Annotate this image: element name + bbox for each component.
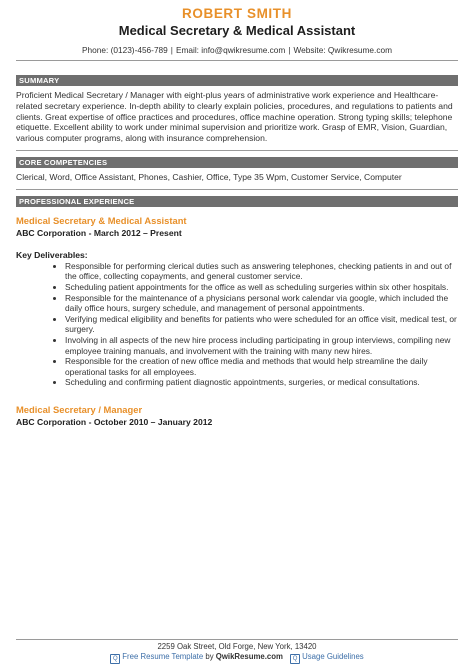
footer-divider (16, 639, 458, 640)
contact-separator: | (288, 45, 291, 55)
section-divider (16, 150, 458, 151)
list-item: • Scheduling patient appointments for the office as well as scheduling surgeries within six other hospitals. (65, 282, 458, 293)
footer-address: 2259 Oak Street, Old Forge, New York, 13420 (157, 642, 317, 651)
deliverables-list (16, 261, 458, 388)
job-company-dates: ABC Corporation - March 2012 – Present (16, 227, 182, 238)
usage-guidelines-link[interactable]: Usage Guidelines (302, 652, 364, 661)
free-template-link[interactable]: Free Resume Template (122, 652, 204, 661)
list-item: • Responsible for the maintenance of a physicians personal work calendar via google, which included the daily office hours, surgery schedule, and management of personal appointments. (65, 293, 458, 314)
contact-email: Email: info@qwikresume.com (175, 45, 286, 55)
section-heading-summary: SUMMARY (16, 75, 458, 86)
key-deliverables-label: Key Deliverables: (16, 249, 88, 260)
resume-header (0, 0, 474, 61)
competencies-text: Clerical, Word, Office Assistant, Phones, Cashier, Office, Type 35 Wpm, Customer Service, Computer (16, 171, 402, 182)
contact-phone: Phone: (0123)-456-789 (81, 45, 168, 55)
list-item: • Responsible for the creation of new office media and methods that would help streamline the daily operational tasks for all employees. (65, 356, 458, 377)
job-title: Medical Secretary & Medical Assistant (16, 214, 187, 226)
section-heading-experience: PROFESSIONAL EXPERIENCE (16, 196, 458, 207)
contact-separator: | (170, 45, 173, 55)
guidelines-icon: Q (290, 654, 300, 664)
list-item: • Scheduling and confirming patient diagnostic appointments, surgeries, or medical consultations. (65, 377, 458, 388)
footer-credits (0, 652, 474, 664)
section-divider (16, 189, 458, 190)
header-divider (16, 60, 458, 61)
candidate-name: ROBERT SMITH (182, 6, 292, 21)
candidate-title: Medical Secretary & Medical Assistant (118, 23, 356, 38)
summary-text: Proficient Medical Secretary / Manager with eight-plus years of administrative work experience and Healthcare-related secretary experience. In-depth ability to clearly explain policies, procedures, and regulations to patients and clients. Great expertise of office practices and procedures, office machine operation. Strong typing skills; telephone etiquette. Excellent ability to work under minimal supervision and prioritize work. Grasp of EMR, Vision, Guardian, various computer programs, along with insurance comprehension. (16, 90, 453, 144)
job-company-dates: ABC Corporation - October 2010 – January 2012 (16, 416, 213, 427)
section-heading-competencies: CORE COMPETENCIES (16, 157, 458, 168)
contact-website: Website: Qwikresume.com (293, 45, 393, 55)
list-item: • Involving in all aspects of the new hire process including participating in group interviews, compiling new employee training manuals, and involvement with the training with many new hires. (65, 335, 458, 356)
qwikresume-logo-icon: Q (110, 654, 120, 664)
job-title: Medical Secretary / Manager (16, 403, 143, 415)
footer-by: by (205, 652, 214, 661)
footer-brand: QwikResume.com (215, 652, 283, 661)
list-item: • Verifying medical eligibility and benefits for patients who were scheduled for an office visit, medical test, or surgery. (65, 314, 458, 335)
contact-line (0, 45, 474, 56)
list-item: • Responsible for performing clerical duties such as answering telephones, checking patients in and out of the office, collecting copayments, and general customer service. (65, 261, 458, 282)
resume-footer (0, 642, 474, 664)
